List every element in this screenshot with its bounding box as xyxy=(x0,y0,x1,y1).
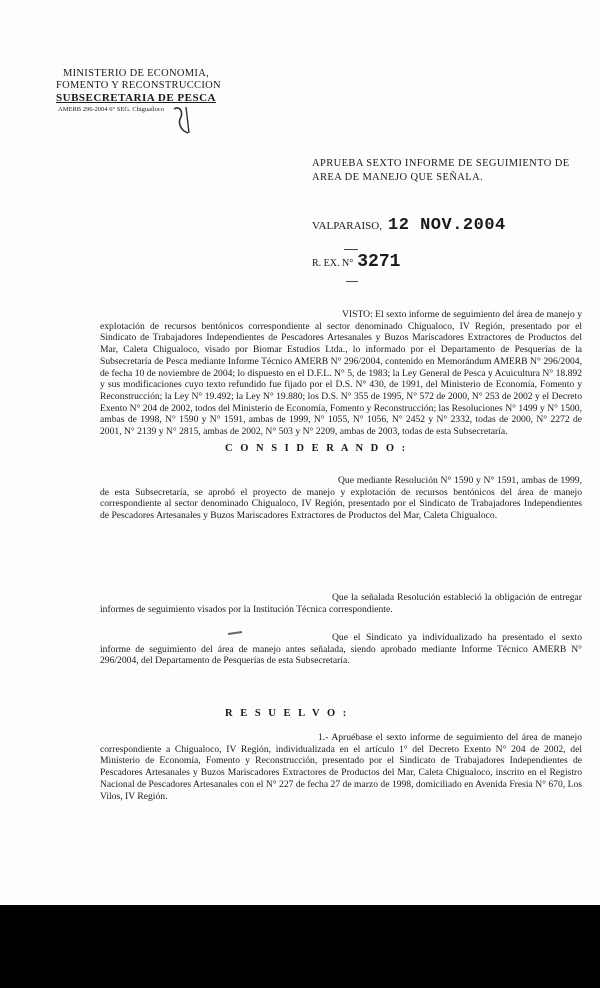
resolution-number-line xyxy=(312,252,400,272)
ministry-name-line2: FOMENTO Y RECONSTRUCCION xyxy=(56,80,221,91)
considerando-text-2: Que la señalada Resolución estableció la obligación de entregar informes de seguimiento visados por la Institución Técnica correspondiente. xyxy=(100,592,582,615)
considerando-text-3: Que el Sindicato ya individualizado ha presentado el sexto informe de seguimiento del área de manejo antes señalada, siendo aprobado mediante Informe Técnico AMERB N° 296/2004, del Departamento de Pesquerías de esta Subsecretaría. xyxy=(100,632,582,667)
scan-border xyxy=(0,905,600,988)
visto-text: El sexto informe de seguimiento del área de manejo y explotación de recursos bentónicos correspondiente al sector denominado Chigualoco, IV Región, presentado por el Sindicato de Trabajadores Independientes de Pescadores Artesanales y Buzos Mariscadores Extractores de Productos del Mar, Caleta Chigualoco, visado por Biomar Estudios Ltda., lo informado por el Departamento de Pesquerías de la Subsecretaría de Pesca mediante Informe Técnico AMERB N° 296/2004, contenido en Memorándum AMERB N° 296/2004, de fecha 10 de noviembre de 2004; lo dispuesto en el D.F.L. N° 5, de 1983; la Ley General de Pesca y Acuicultura N° 18.892 y sus modificaciones cuyo texto refundido fue fijado por el D.S. N° 430, de 1991, del Ministerio de Economía, Fomento y Reconstrucción; la Ley N° 19.492; la Ley N° 19.880; los D.S. N° 355 de 1995, N° 572 de 2000, N° 253 de 2002 y el Decreto Exento N° 204 de 2002, todos del Ministerio de Economía, Fomento y Reconstrucción; las Resoluciones N° 1499 y N° 1500, ambas de 1998, N° 1590 y N° 1591, ambas de 1999, N° 1055, N° 1056, N° 2452 y N° 2332, todas de 2000, N° 2272 de 2001, N° 2139 y N° 2815, ambas de 2002, N° 503 y N° 2209, ambas de 2003, todas de esta Subsecretaría. xyxy=(100,309,582,438)
considerando-paragraph-3 xyxy=(100,632,582,667)
ministry-name-line1: MINISTERIO DE ECONOMIA, xyxy=(62,68,209,79)
resolution-number: 3271 xyxy=(357,252,401,272)
tick-mark xyxy=(346,281,358,282)
considerando-paragraph-1 xyxy=(100,475,582,522)
considerando-heading: C O N S I D E R A N D O : xyxy=(225,443,408,454)
resolution-label: R. EX. N° xyxy=(312,258,354,269)
visto-paragraph xyxy=(100,309,582,438)
place-label: VALPARAISO, xyxy=(312,220,382,232)
tick-mark xyxy=(344,249,358,250)
resuelvo-text-1: 1.- Apruébase el sexto informe de seguimiento del área de manejo correspondiente a Chigualoco, IV Región, individualizada en el artículo 1° del Decreto Exento N° 204 de 2002, del Ministerio de Economía, Fomento y Reconstrucción, presentado por el Sindicato de Trabajadores Independientes de Pescadores Artesanales y Buzos Mariscadores Extractores de Productos del Mar, Caleta Chigualoco, inscrito en el Registro Nacional de Pescadores Artesanales con el N° 227 de fecha 27 de marzo de 1998, domiciliado en Avenida Fresia N° 670, Los Vilos, IV Región. xyxy=(100,732,582,802)
handwritten-mark-icon xyxy=(170,103,196,137)
considerando-paragraph-2 xyxy=(100,592,582,615)
visto-lead: VISTO: xyxy=(342,309,373,320)
resolution-subject: APRUEBA SEXTO INFORME DE SEGUIMIENTO DE AREA DE MANEJO QUE SEÑALA. xyxy=(312,158,570,183)
resuelvo-paragraph-1 xyxy=(100,732,582,802)
date-stamp: 12 NOV.2004 xyxy=(388,216,506,235)
subsecretaria-name: SUBSECRETARIA DE PESCA xyxy=(56,92,216,104)
date-line xyxy=(312,216,506,235)
resuelvo-heading: R E S U E L V O : xyxy=(225,708,349,719)
reference-code: AMERB 296-2004 6° SEG. Chiguaíloco xyxy=(58,106,165,113)
considerando-text-1: Que mediante Resolución N° 1590 y N° 1591, ambas de 1999, de esta Subsecretaría, se aprobó el proyecto de manejo y explotación de recursos bentónicos del área de manejo correspondiente al sector denominado Chigualoco, IV Región, presentado por el Sindicato de Trabajadores Independientes de Pescadores Artesanales y Buzos Mariscadores Extractores de Productos del Mar, Caleta Chigualoco. xyxy=(100,475,582,522)
